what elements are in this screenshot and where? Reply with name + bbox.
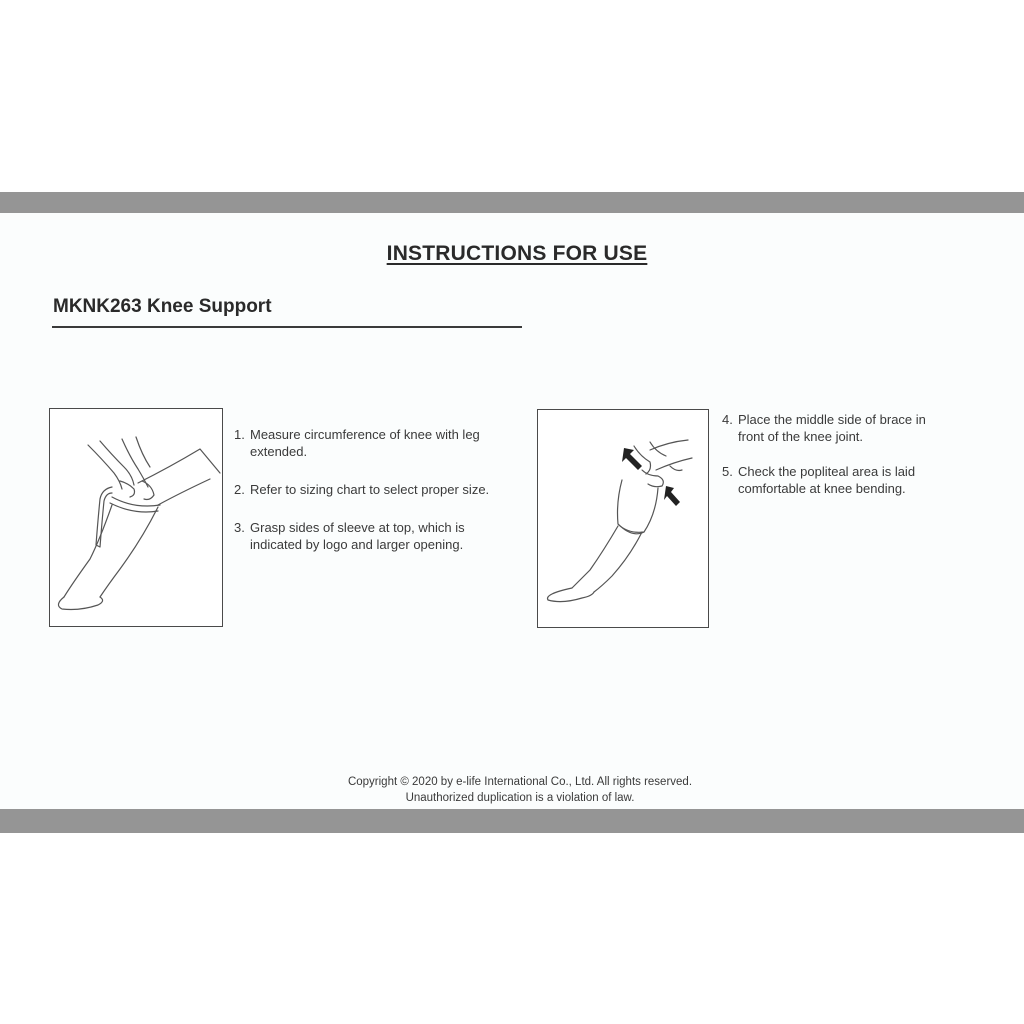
lower-hand-line: [642, 470, 663, 487]
step-text: Grasp sides of sleeve at top, which is indicated by logo and larger opening.: [250, 520, 465, 552]
product-name: MKNK263 Knee Support: [53, 296, 272, 317]
thigh-bottom-line: [158, 479, 210, 505]
foot-line: [58, 597, 102, 610]
step-item: [722, 463, 952, 497]
step-number: 5.: [722, 464, 733, 479]
shin-front-line: [594, 532, 642, 592]
step-item: [234, 426, 504, 460]
sleeve-outline: [618, 480, 659, 532]
apply-knee-sleeve-illustration: [537, 409, 709, 628]
right-arm-line-2: [136, 437, 150, 467]
right-fingers: [142, 481, 154, 500]
lower-hand-wrist: [670, 466, 682, 471]
apply-sleeve-drawing: [538, 410, 708, 627]
hanging-tape: [96, 487, 112, 547]
bottom-gray-band: [0, 809, 1024, 833]
calf-back-line: [64, 505, 112, 597]
step-item: [234, 519, 504, 553]
duplication-notice: Unauthorized duplication is a violation of law.: [405, 792, 635, 804]
measure-knee-drawing: [50, 409, 222, 626]
copyright-line: Copyright © 2020 by e-life International Co., Ltd. All rights reserved.: [347, 776, 693, 788]
steps-list-left: [234, 426, 504, 574]
top-gray-band: [0, 192, 1024, 213]
step-number: 1.: [234, 427, 245, 442]
measure-knee-illustration: [49, 408, 223, 627]
left-arm-line-1: [88, 445, 122, 489]
thigh-top-line: [138, 449, 220, 483]
tape-band-top: [112, 497, 160, 506]
copyright-footer: [0, 774, 1024, 806]
arrow-up-icon-1: [622, 448, 642, 470]
step-text: Place the middle side of brace in front of the knee joint.: [738, 412, 926, 444]
product-underline: [52, 326, 522, 328]
shin-front-line: [100, 507, 158, 597]
step-text: Measure circumference of knee with leg extended.: [250, 427, 480, 459]
right-arm-line-1: [122, 439, 148, 487]
step-item: [234, 481, 504, 498]
step-number: 4.: [722, 412, 733, 427]
step-text: Check the popliteal area is laid comfortable at knee bending.: [738, 464, 916, 496]
step-text: Refer to sizing chart to select proper size.: [250, 482, 490, 497]
step-number: 2.: [234, 482, 245, 497]
calf-back-line: [572, 526, 618, 588]
thigh-bottom-line: [656, 458, 692, 470]
arrow-up-icon-2: [664, 486, 680, 506]
document-title: INSTRUCTIONS FOR USE: [386, 242, 648, 265]
steps-list-right: [722, 411, 952, 515]
step-item: [722, 411, 952, 445]
foot-line: [548, 588, 595, 602]
step-number: 3.: [234, 520, 245, 535]
